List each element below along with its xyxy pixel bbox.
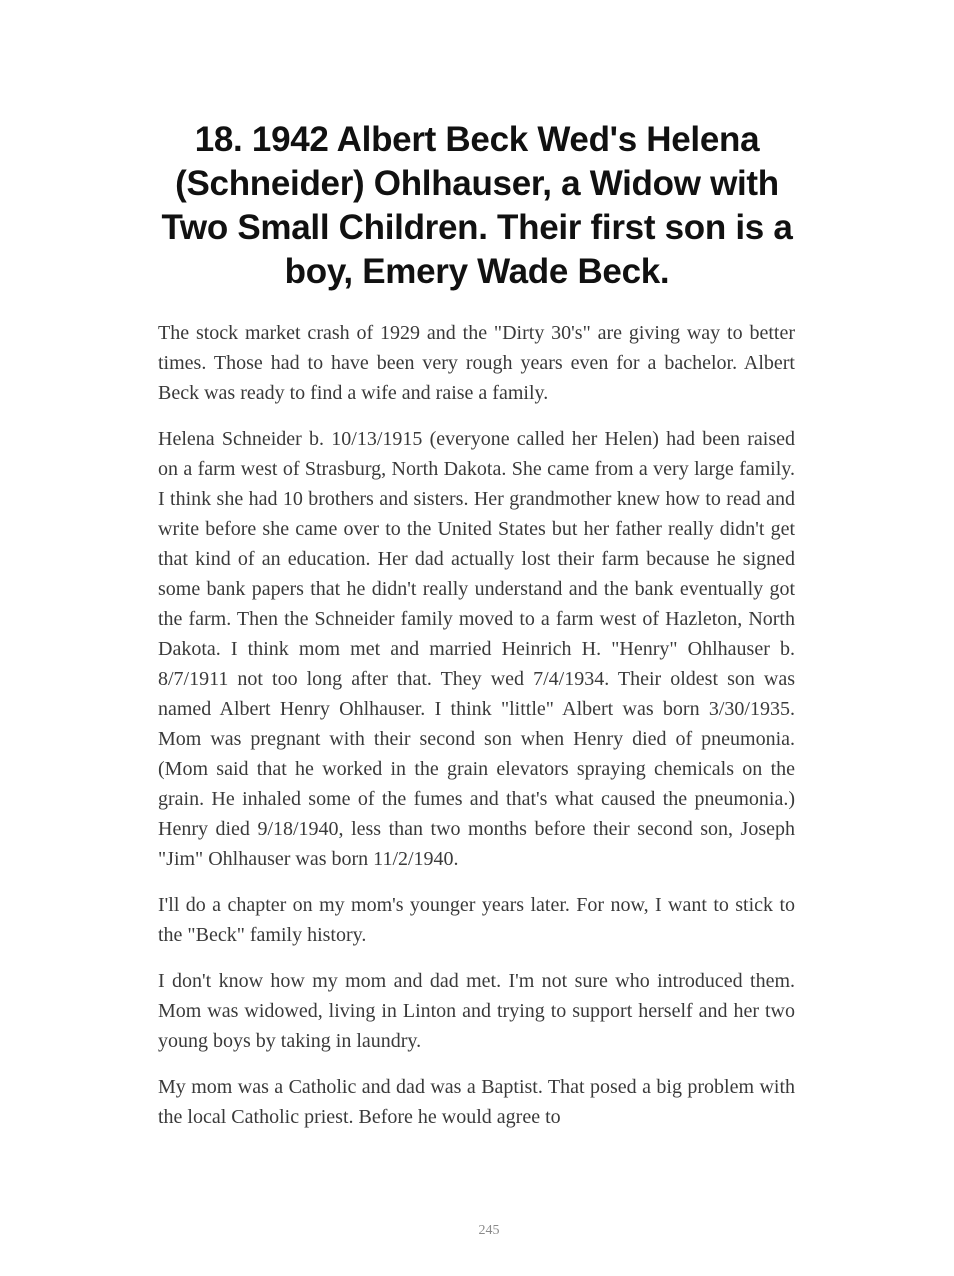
paragraph-stock-market: The stock market crash of 1929 and the "Dirty 30's" are giving way to better times. Those had to have been very rough years even for a bachelor. Albert Beck was ready to find a wife and raise a family. — [158, 322, 795, 404]
paragraph-how-they-met: I don't know how my mom and dad met. I'm not sure who introduced them. Mom was widowed, living in Linton and trying to support herself and her two young boys by taking in laundry. — [158, 970, 795, 1052]
paragraph-helena-schneider: Helena Schneider b. 10/13/1915 (everyone called her Helen) had been raised on a farm west of Strasburg, North Dakota. She came from a very large family. I think she had 10 brothers and sisters. Her grandmother knew how to read and write before she came over to the United States but her father really didn't get that kind of an education. Her dad actually lost their farm because he signed some bank papers that he didn't really understand and the bank eventually got the farm. Then the Schneider family moved to a farm west of Hazleton, North Dakota. I think mom met and married Heinrich H. "Henry" Ohlhauser b. 8/7/1911 not too long after that. They wed 7/4/1934. Their oldest son was named Albert Henry Ohlhauser. I think "little" Albert was born 3/30/1935. Mom was pregnant with their second son when Henry died of pneumonia. (Mom said that he worked in the grain elevators spraying chemicals on the grain. He inhaled some of the fumes and that's what caused the pneumonia.) Henry died 9/18/1940, less than two months before their second son, Joseph "Jim" Ohlhauser was born 11/2/1940. — [158, 428, 795, 870]
paragraph-moms-younger-years: I'll do a chapter on my mom's younger years later. For now, I want to stick to the "Beck" family history. — [158, 894, 795, 946]
body-text — [158, 318, 795, 1148]
page-number: 245 — [478, 1223, 500, 1238]
paragraph-catholic-baptist: My mom was a Catholic and dad was a Baptist. That posed a big problem with the local Catholic priest. Before he would agree to — [158, 1076, 795, 1128]
chapter-title: 18. 1942 Albert Beck Wed's Helena (Schneider) Ohlhauser, a Widow with Two Small Children. Their first son is a boy, Emery Wade Beck. — [161, 120, 793, 291]
